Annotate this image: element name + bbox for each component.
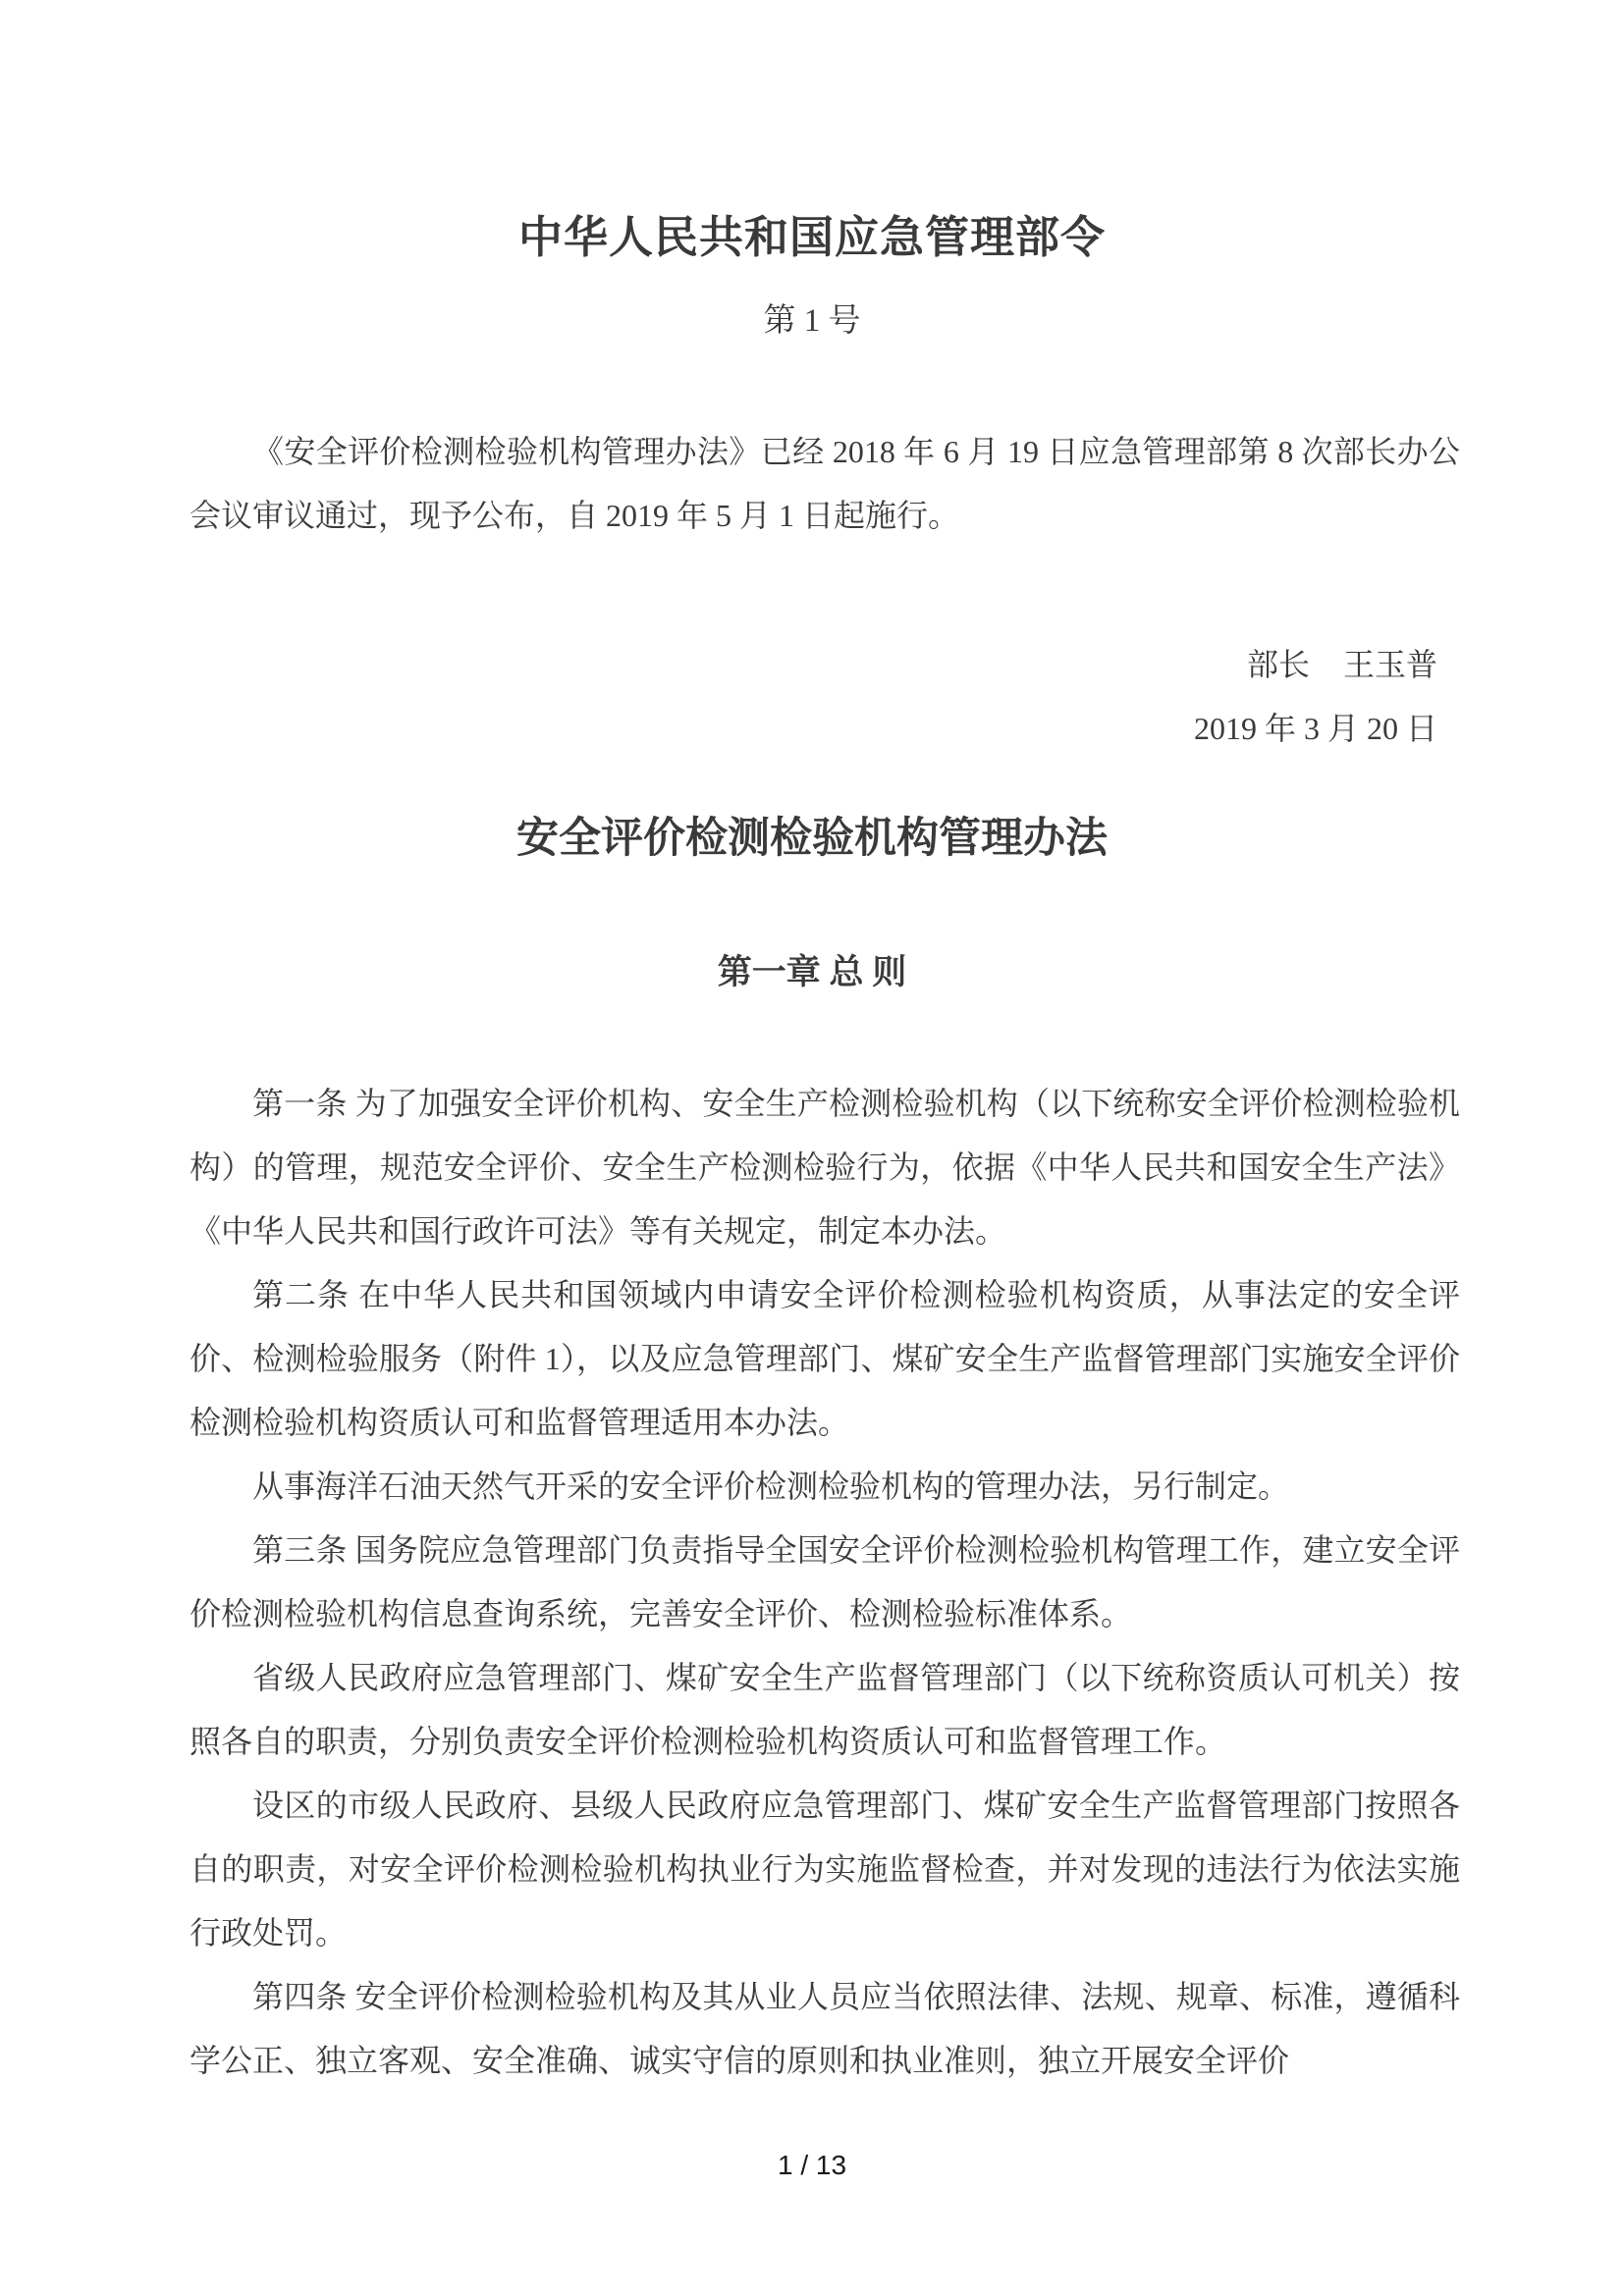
document-paragraph: 省级人民政府应急管理部门、煤矿安全生产监督管理部门（以下统称资质认可机关）按照各自的职责，分别负责安全评价检测检验机构资质认可和监督管理工作。	[189, 1660, 1460, 1759]
announcement-paragraph: 《安全评价检测检验机构管理办法》已经 2018 年 6 月 19 日应急管理部第 8 次部长办公会议审议通过，现予公布，自 2019 年 5 月 1 日起施行。	[189, 434, 1460, 533]
signer-title: 部长	[1246, 647, 1310, 682]
signer-line	[1247, 633, 1437, 697]
document-body	[189, 1072, 1460, 2093]
document-paragraph: 从事海洋石油天然气开采的安全评价检测检验机构的管理办法，另行制定。	[252, 1468, 1290, 1504]
chapter-heading: 第一章 总 则	[717, 953, 907, 991]
signature-block	[1194, 633, 1437, 761]
document-paragraph: 第一条 为了加强安全评价机构、安全生产检测检验机构（以下统称安全评价检测检验机构）的管理，规范安全评价、安全生产检测检验行为，依据《中华人民共和国安全生产法》《中华人民共和国行政许可法》等有关规定，制定本办法。	[189, 1086, 1460, 1249]
page-number-indicator: 1 / 13	[777, 2150, 847, 2180]
regulation-title: 安全评价检测检验机构管理办法	[516, 816, 1108, 862]
document-paragraph: 第四条 安全评价检测检验机构及其从业人员应当依照法律、法规、规章、标准，遵循科学公正、独立客观、安全准确、诚实守信的原则和执业准则，独立开展安全评价	[189, 1979, 1460, 2078]
document-paragraph: 设区的市级人民政府、县级人民政府应急管理部门、煤矿安全生产监督管理部门按照各自的职责，对安全评价检测检验机构执业行为实施监督检查，并对发现的违法行为依法实施行政处罚。	[189, 1788, 1460, 1950]
document-paragraph: 第二条 在中华人民共和国领域内申请安全评价检测检验机构资质，从事法定的安全评价、检测检验服务（附件 1），以及应急管理部门、煤矿安全生产监督管理部门实施安全评价检测检验机构资质认可和监督管理适用本办法。	[189, 1277, 1460, 1440]
order-number: 第 1 号	[763, 303, 861, 339]
document-paragraph: 第三条 国务院应急管理部门负责指导全国安全评价检测检验机构管理工作，建立安全评价检测检验机构信息查询系统，完善安全评价、检测检验标准体系。	[189, 1532, 1460, 1631]
ministry-order-title: 中华人民共和国应急管理部令	[517, 213, 1106, 262]
signer-name: 王玉普	[1342, 647, 1437, 682]
signature-date: 2019 年 3 月 20 日	[1193, 711, 1437, 746]
